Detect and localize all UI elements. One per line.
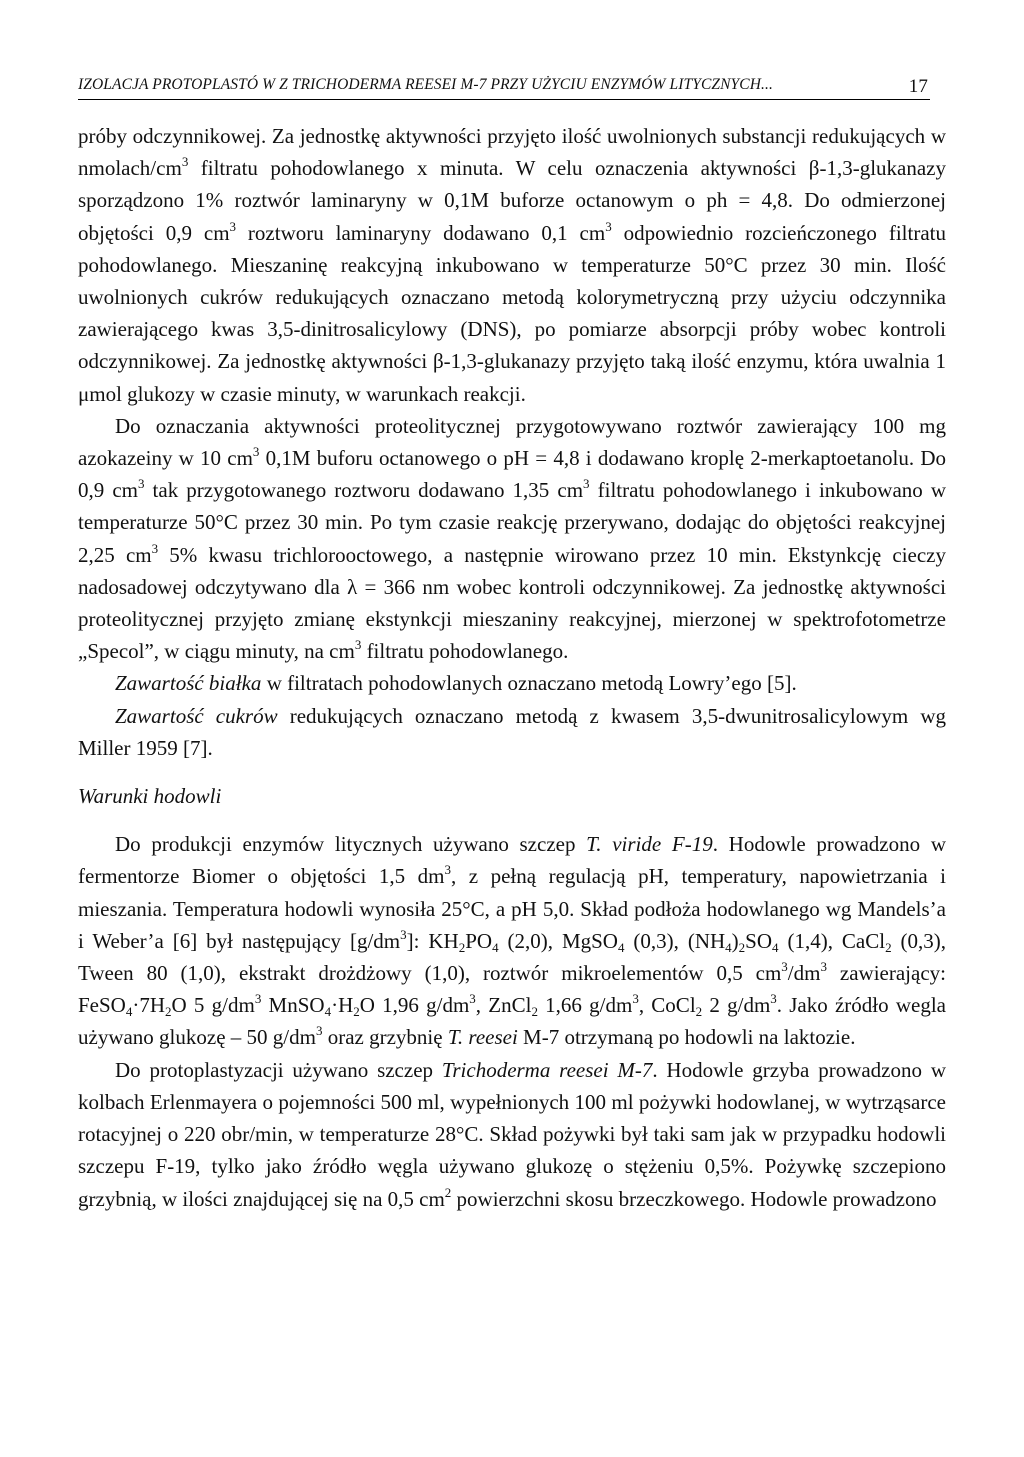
paragraph-dns-method: próby odczynnikowej. Za jednostkę aktywności przyjęto ilość uwolnionych substancji redukujących w nmolach/$cm^3$ filtratu pohodowlanego x minuta. W celu oznaczenia aktywności β-1,3-glukanazy sporządzono 1% roztwór laminaryny w 0,1M buforze octanowym o ph = 4,8. Do odmierzonej objętości 0,9 $cm^3$ roztworu laminaryny dodawano 0,1 $cm^3$ odpowiednio rozcieńczonego filtratu pohodowlanego. Mieszaninę reakcyjną inkubowano w temperaturze 50°C przez 30 min. Ilość uwolnionych cukrów redukujących oznaczano metodą kolorymetryczną przy użyciu odczynnika zawierającego kwas 3,5-dinitrosalicylowy (DNS), po pomiarze absorpcji próby wobec kontroli odczynnikowej. Za jednostkę aktywności β-1,3-glukanazy przyjęto taką ilość enzymu, która uwalnia 1 μmol glukozy w czasie minuty, w warunkach reakcji. <box>78 124 946 406</box>
paragraph-protein-content <box>78 667 946 699</box>
body-text <box>78 120 946 1215</box>
protein-content-emphasis: Zawartość białka <box>115 671 262 696</box>
paragraph-sugar-content <box>78 700 946 764</box>
paragraph-protoplastization: Do protoplastyzacji używano szczep Trichoderma reesei M-7. Hodowle grzyba prowadzono w kolbach Erlenmayera o pojemności 500 ml, wypełnionych 100 ml pożywki hodowlanej, w wytrząsarce rotacyjnej o 220 obr/min, w temperaturze 28°C. Skład pożywki był taki sam jak w przypadku hodowli szczepu F-19, tylko jako źródło węgla używano glukozę o stężeniu 0,5%. Pożywkę szczepiono grzybnią, w ilości znajdującej się na 0,5 $cm^2$ powierzchni skosu brzeczkowego. Hodowle prowadzono <box>78 1057 946 1211</box>
running-title: IZOLACJA PROTOPLASTÓ W Z TRICHODERMA REESEI M-7 PRZY UŻYCIU ENZYMÓW LITYCZNYCH... <box>78 76 773 93</box>
sugar-content-text: redukujących oznaczano metodą z kwasem 3,5-dwunitrosalicylowym wg Miller 1959 [7]. <box>78 703 947 760</box>
paragraph-proteolytic-activity: Do oznaczania aktywności proteolitycznej przygotowywano roztwór zawierający 100 mg azokazeiny w 10 $cm^3$ 0,1M buforu octanowego o pH = 4,8 i dodawano kroplę 2-merkaptoetanolu. Do 0,9 $cm^3$ tak przygotowanego roztworu dodawano 1,35 $cm^3$ filtratu pohodowlanego i inkubowano w temperaturze 50°C przez 30 min. Po tym czasie reakcję przerywano, dodając do objętości reakcyjnej 2,25 $cm^3$ 5% kwasu trichlorooctowego, a następnie wirowano przez 10 min. Ekstynkcję cieczy nadosadowej odczytywano dla λ = 366 nm wobec kontroli odczynnikowej. Za jednostkę aktywności proteolitycznej przyjęto zmianę ekstynkcji mieszaniny reakcyjnej, mierzonej w spektrofotometrze „Specol”, w ciągu minuty, na $cm^3$ filtratu pohodowlanego. <box>78 413 947 664</box>
running-header <box>78 76 930 100</box>
paragraph-culture-conditions: Do produkcji enzymów litycznych używano szczep T. viride F-19. Hodowle prowadzono w fermentorze Biomer o objętości 1,5 $dm^3$, z pełną regulacją pH, temperatury, napowietrzania i mieszania. Temperatura hodowli wynosiła 25°C, a pH 5,0. Skład podłoża hodowlanego wg Mandels’a i Weber’a [6] był następujący $[g/dm^3]$: $KH_2PO_4$ (2,0), MgSO$_4$ (0,3), $(NH_4)_2SO_4$ (1,4), CaCl$_2$ (0,3), Tween 80 (1,0), ekstrakt drożdżowy (1,0), roztwór mikroelementów 0,5 $cm^3/dm^3$ zawierający: $FeSO_4\cdot 7H_2O$ 5 $g/dm^3$ $MnSO_4\cdot H_2O$ 1,96 $g/dm^3$, ZnCl$_2$ 1,66 $g/dm^3$, CoCl$_2$ 2 $g/dm^3$. Jako źródło wegla używano glukozę – 50 $g/dm^3$ oraz grzybnię T. reesei M-7 otrzymaną po hodowli na laktozie. <box>78 832 946 1050</box>
section-subheading: Warunki hodowli <box>78 784 222 809</box>
sugar-content-emphasis: Zawartość cukrów <box>115 703 278 728</box>
page-number: 17 <box>908 76 928 97</box>
protein-content-text: w filtratach pohodowlanych oznaczano metodą Lowry’ego [5]. <box>266 671 797 696</box>
